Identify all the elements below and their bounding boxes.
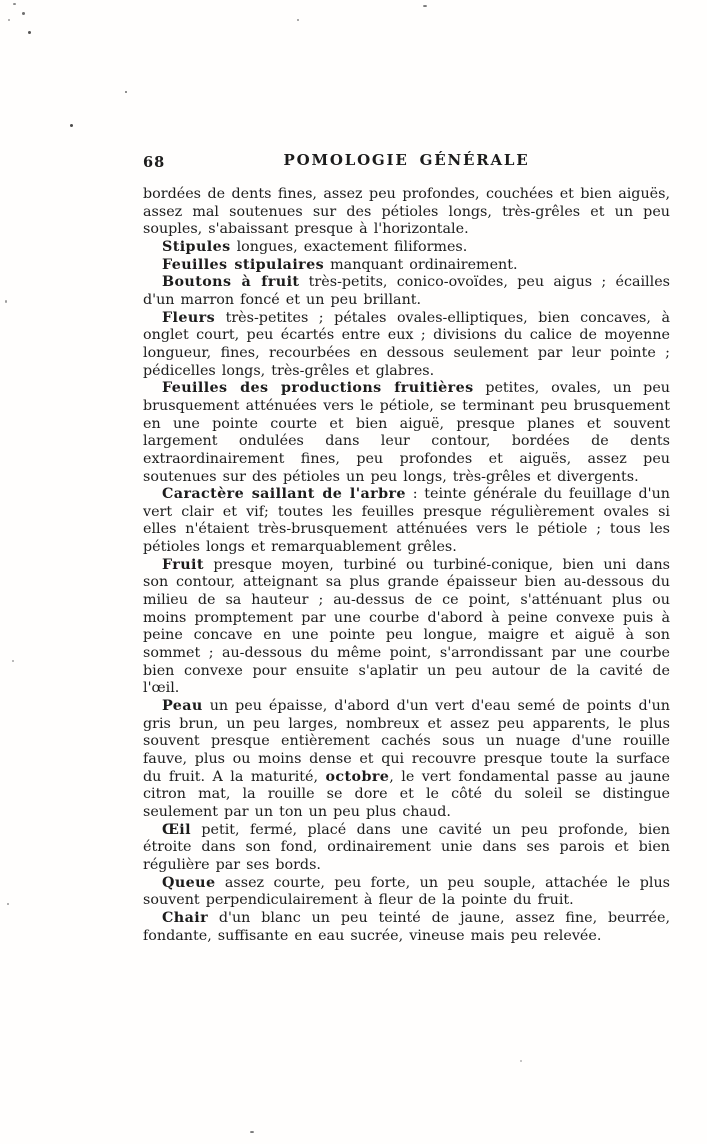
paragraph-text: d'un blanc un peu teinté de jaune, assez fine, beurrée, fondante, suffisante en eau sucrée, vineuse mais peu relevée. [143,909,670,944]
paragraph-lead-term: Caractère saillant de l'arbre [162,486,406,503]
paragraph-text: , le vert fondamental passe au jaune citron mat, la rouille se dore et le côté du soleil se distingue seulement par un ton un peu plus chaud. [143,768,670,820]
scan-speck [423,5,427,7]
scan-speck [250,1131,254,1133]
paragraph-lead-term: Feuilles stipulaires [162,256,325,273]
scan-speck [297,19,299,21]
paragraph-text: très-petits, conico-ovoïdes, peu aigus ; écailles d'un marron foncé et un peu brillant. [143,274,670,308]
paragraph [143,557,670,698]
scan-speck [12,660,14,662]
paragraph-lead-term: Stipules [162,238,231,255]
page-header [143,151,670,175]
scan-speck [520,1060,522,1062]
paragraph-lead-term: Feuilles des productions fruitières [162,380,474,397]
scan-speck [22,12,25,15]
paragraph [143,910,670,945]
paragraph-text: manquant ordinairement. [324,256,518,273]
paragraph [143,486,670,557]
paragraph-lead-term: Œil [162,821,191,838]
scan-speck [8,19,10,21]
scan-speck [70,124,73,127]
scan-speck [28,31,31,34]
page-body [143,186,670,945]
paragraph-lead-term: Peau [162,698,203,715]
paragraph-text: : teinte générale du feuillage d'un vert clair et vif; toutes les feuilles presque régulièrement ovales si elles n'étaient très-brusquement atténuées vers le pétiole ; tous les pétioles longs et remarquablement grêles. [143,486,670,556]
paragraph [143,186,670,239]
scan-speck [7,903,9,905]
running-title: POMOLOGIE GÉNÉRALE [283,151,530,169]
paragraph-text: bordées de dents fines, assez peu profondes, couchées et bien aiguës, assez mal soutenues sur des pétioles longs, très-grêles et un peu souples, s'abaissant presque à l'horizontale. [143,186,670,238]
paragraph [143,698,670,822]
paragraph [143,822,670,875]
scan-speck [5,300,7,303]
paragraph-text: assez courte, peu forte, un peu souple, attachée le plus souvent perpendiculairement à fleur de la pointe du fruit. [143,874,670,909]
paragraph-text: très-petites ; pétales ovales-elliptiques, bien concaves, à onglet court, peu écartés entre eux ; divisions du calice de moyenne longueur, fines, recourbées en dessous seulement par leur pointe ; pédicelles longs, très-grêles et glabres. [143,309,670,379]
paragraph [143,257,670,275]
paragraph-lead-term: Boutons à fruit [162,274,300,291]
paragraph-lead-term: Fleurs [162,309,216,326]
paragraph-text: un peu épaisse, d'abord d'un vert d'eau semé de points d'un gris brun, un peu larges, nombreux et assez peu apparents, le plus souvent presque entièrement cachés sous un nuage d'une rouille fauve, plus ou moins dense et qui recouvre presque toute la surface du fruit. A la maturité, [143,698,670,785]
paragraph [143,310,670,381]
page-number: 68 [143,154,166,171]
scan-speck [125,91,127,93]
paragraph-text: petit, fermé, placé dans une cavité un peu profonde, bien étroite dans son fond, ordinairement unie dans ses parois et bien régulière par ses bords. [143,821,670,873]
paragraph [143,274,670,309]
paragraph-text: longues, exactement filiformes. [230,238,468,255]
paragraph-text: presque moyen, turbiné ou turbiné-conique, bien uni dans son contour, atteignant sa plus grande épaisseur bien au-dessous du milieu de sa hauteur ; au-dessus de ce point, s'atténuant plus ou moins promptement par une courbe d'abord à peine convexe puis à peine concave en une pointe peu longue, maigre et aiguë à son sommet ; au-dessous du même point, s'arrondissant par une courbe bien convexe pour ensuite s'aplatir un peu autour de la cavité de l'œil. [143,556,670,697]
paragraph-lead-term: Chair [162,909,209,926]
paragraph-lead-term: octobre [325,768,390,785]
paragraph [143,875,670,910]
paragraph-text: petites, ovales, un peu brusquement atténuées vers le pétiole, se terminant peu brusquement en une pointe courte et bien aiguë, presque planes et souvent largement ondulées dans leur contour, bordées de dents extraordinairement fines, peu profondes et aiguës, assez peu soutenues sur des pétioles un peu longs, très-grêles et divergents. [143,380,670,485]
paragraph-lead-term: Queue [162,874,216,891]
paragraph [143,380,670,486]
paragraph [143,239,670,257]
scan-speck [13,3,16,5]
paragraph-lead-term: Fruit [162,556,204,573]
